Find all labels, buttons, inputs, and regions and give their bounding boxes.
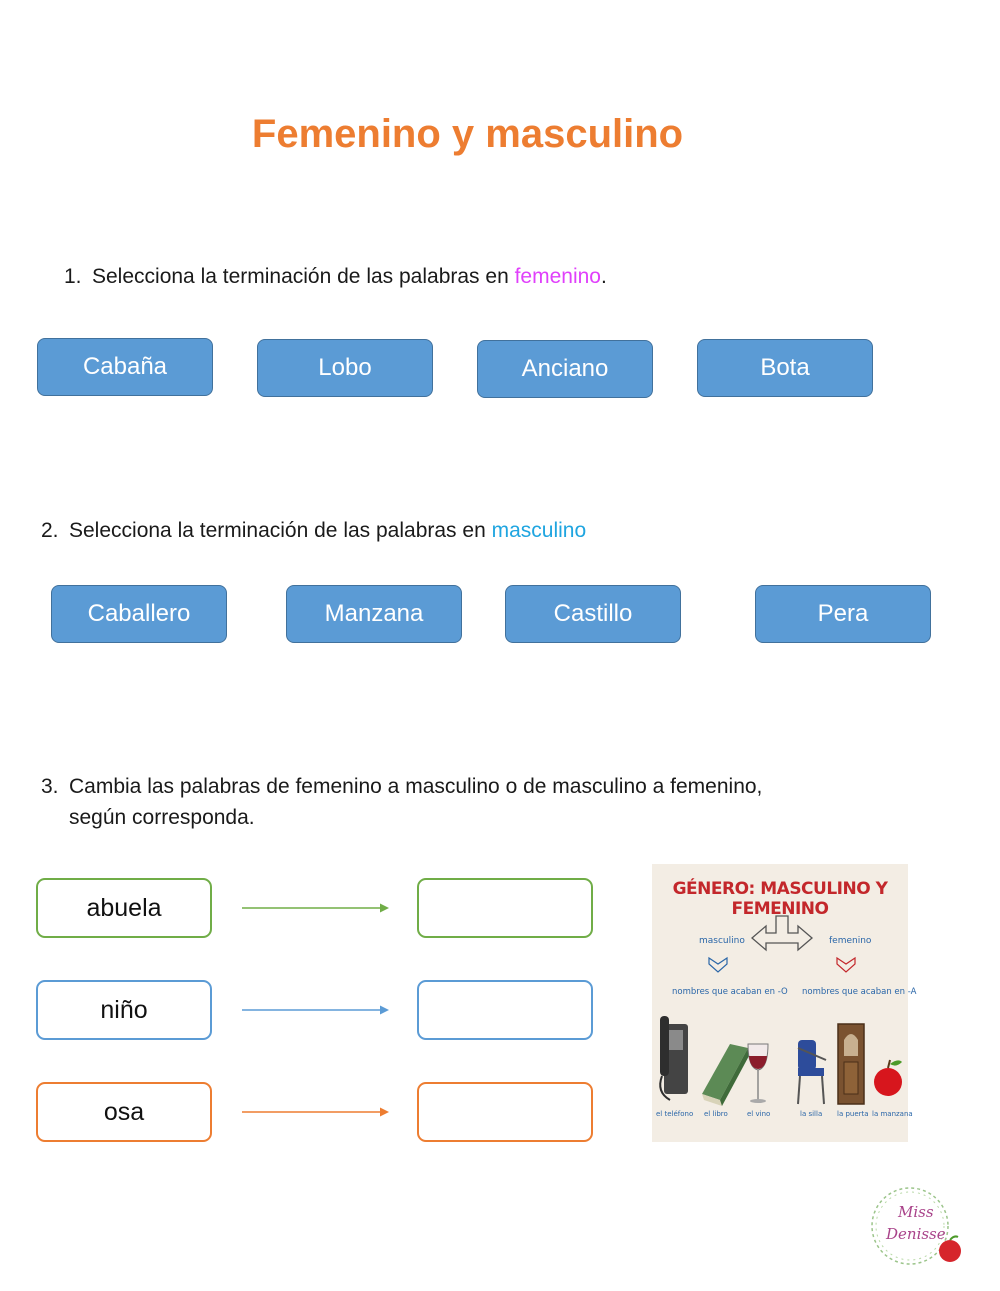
caption: la puerta (837, 1110, 869, 1118)
question-3 (41, 775, 762, 799)
miss-denisse-logo (868, 1183, 964, 1273)
option-button-cabana[interactable]: Cabaña (37, 338, 213, 396)
logo-text-line2: Denisse (886, 1225, 946, 1243)
masculine-down-arrow-icon (707, 956, 729, 974)
double-arrow-icon (750, 912, 814, 954)
infographic-pictures (652, 1004, 908, 1109)
caption: la silla (800, 1110, 823, 1118)
masculine-label: masculino (699, 936, 745, 946)
word-box-abuela: abuela (36, 878, 212, 938)
wine-glass-icon (748, 1044, 768, 1103)
question-number: 1. (64, 265, 82, 288)
option-button-lobo[interactable]: Lobo (257, 339, 433, 397)
infographic-heading: GÉNERO: MASCULINO Y FEMENINO (672, 879, 888, 919)
question-text-line1: Cambia las palabras de femenino a masculino o de masculino a femenino, (69, 775, 763, 798)
question-number: 3. (41, 775, 59, 798)
option-button-caballero[interactable]: Caballero (51, 585, 227, 643)
telephone-icon (660, 1016, 688, 1100)
masculine-rule: nombres que acaban en -O (672, 987, 788, 997)
answer-input-3[interactable] (417, 1082, 593, 1142)
keyword-masculino: masculino (491, 519, 587, 542)
option-button-anciano[interactable]: Anciano (477, 340, 653, 398)
apple-icon (874, 1060, 902, 1096)
option-button-castillo[interactable]: Castillo (505, 585, 681, 643)
arrow-orange (242, 1108, 389, 1117)
arrow-blue (242, 1006, 389, 1015)
caption: la manzana (872, 1110, 913, 1118)
option-button-pera[interactable]: Pera (755, 585, 931, 643)
feminine-rule: nombres que acaban en -A (802, 987, 917, 997)
question-text: Selecciona la terminación de las palabras en (92, 265, 515, 288)
book-icon (702, 1044, 750, 1106)
gender-infographic (652, 864, 917, 1142)
logo-text-line1: Miss (898, 1203, 934, 1221)
arrow-green (242, 904, 389, 913)
chair-icon (798, 1040, 826, 1104)
question-1: 1. Selecciona la terminación de las palabras en femenino. (64, 265, 607, 288)
word-box-nino: niño (36, 980, 212, 1040)
arrows (240, 896, 390, 1126)
answer-input-2[interactable] (417, 980, 593, 1040)
question-number: 2. (41, 519, 59, 542)
question-text-line2: según corresponda. (69, 806, 255, 829)
feminine-down-arrow-icon (835, 956, 857, 974)
door-icon (838, 1024, 864, 1104)
feminine-label: femenino (829, 936, 872, 946)
option-button-manzana[interactable]: Manzana (286, 585, 462, 643)
page-title: Femenino y masculino (251, 112, 684, 156)
question-2 (41, 519, 586, 543)
caption: el libro (704, 1110, 728, 1118)
caption: el teléfono (656, 1110, 694, 1118)
option-button-bota[interactable]: Bota (697, 339, 873, 397)
word-box-osa: osa (36, 1082, 212, 1142)
answer-input-1[interactable] (417, 878, 593, 938)
caption: el vino (747, 1110, 771, 1118)
question-text: Selecciona la terminación de las palabras en (69, 519, 492, 542)
keyword-femenino: femenino (514, 265, 601, 288)
